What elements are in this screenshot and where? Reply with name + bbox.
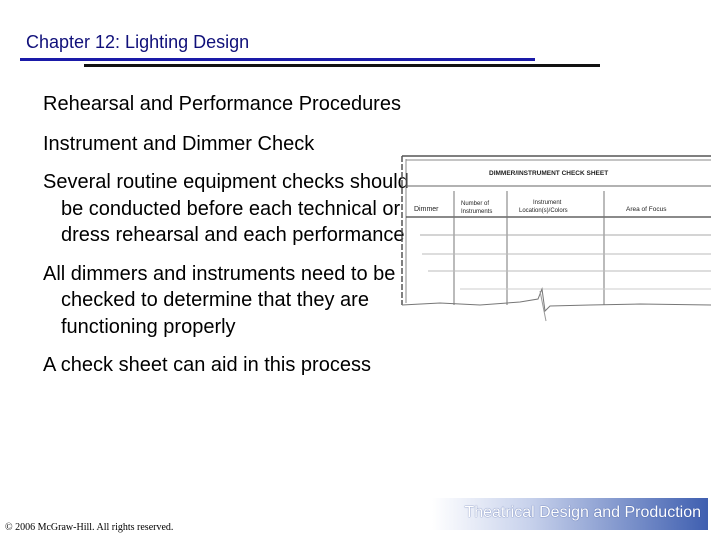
check-sheet-drawing [400, 153, 711, 323]
sheet-col-area: Area of Focus [626, 206, 667, 213]
sheet-col-instrument-1: Instrument [533, 200, 562, 206]
sheet-col-number-2: Instruments [461, 209, 493, 215]
chapter-title: Chapter 12: Lighting Design [26, 32, 250, 52]
footer-book-title: Theatrical Design and Production [464, 504, 701, 521]
check-sheet-image [400, 153, 711, 323]
bullet-instrument-dimmer-check: Instrument and Dimmer Check [43, 132, 315, 155]
sheet-title: DIMMER/INSTRUMENT CHECK SHEET [489, 170, 609, 177]
copyright-notice: © 2006 McGraw-Hill. All rights reserved. [5, 522, 174, 533]
header-rule-blue [20, 58, 535, 61]
bullet-routine-checks: Several routine equipment checks should be conducted before each technical or dress rehearsal and each performance [43, 171, 409, 246]
bullet-check-sheet: A check sheet can aid in this process [43, 354, 371, 376]
bullet-rehearsal-procedures: Rehearsal and Performance Procedures [43, 93, 401, 115]
bullet-dimmers-instruments: All dimmers and instruments need to be checked to determine that they are functioning properly [43, 262, 396, 338]
header-rule-black [84, 64, 600, 67]
bullet-list [43, 91, 413, 391]
sheet-col-instrument-2: Location(s)/Colors [519, 208, 568, 214]
sheet-col-dimmer: Dimmer [414, 206, 439, 213]
sheet-col-number-1: Number of [461, 201, 490, 207]
